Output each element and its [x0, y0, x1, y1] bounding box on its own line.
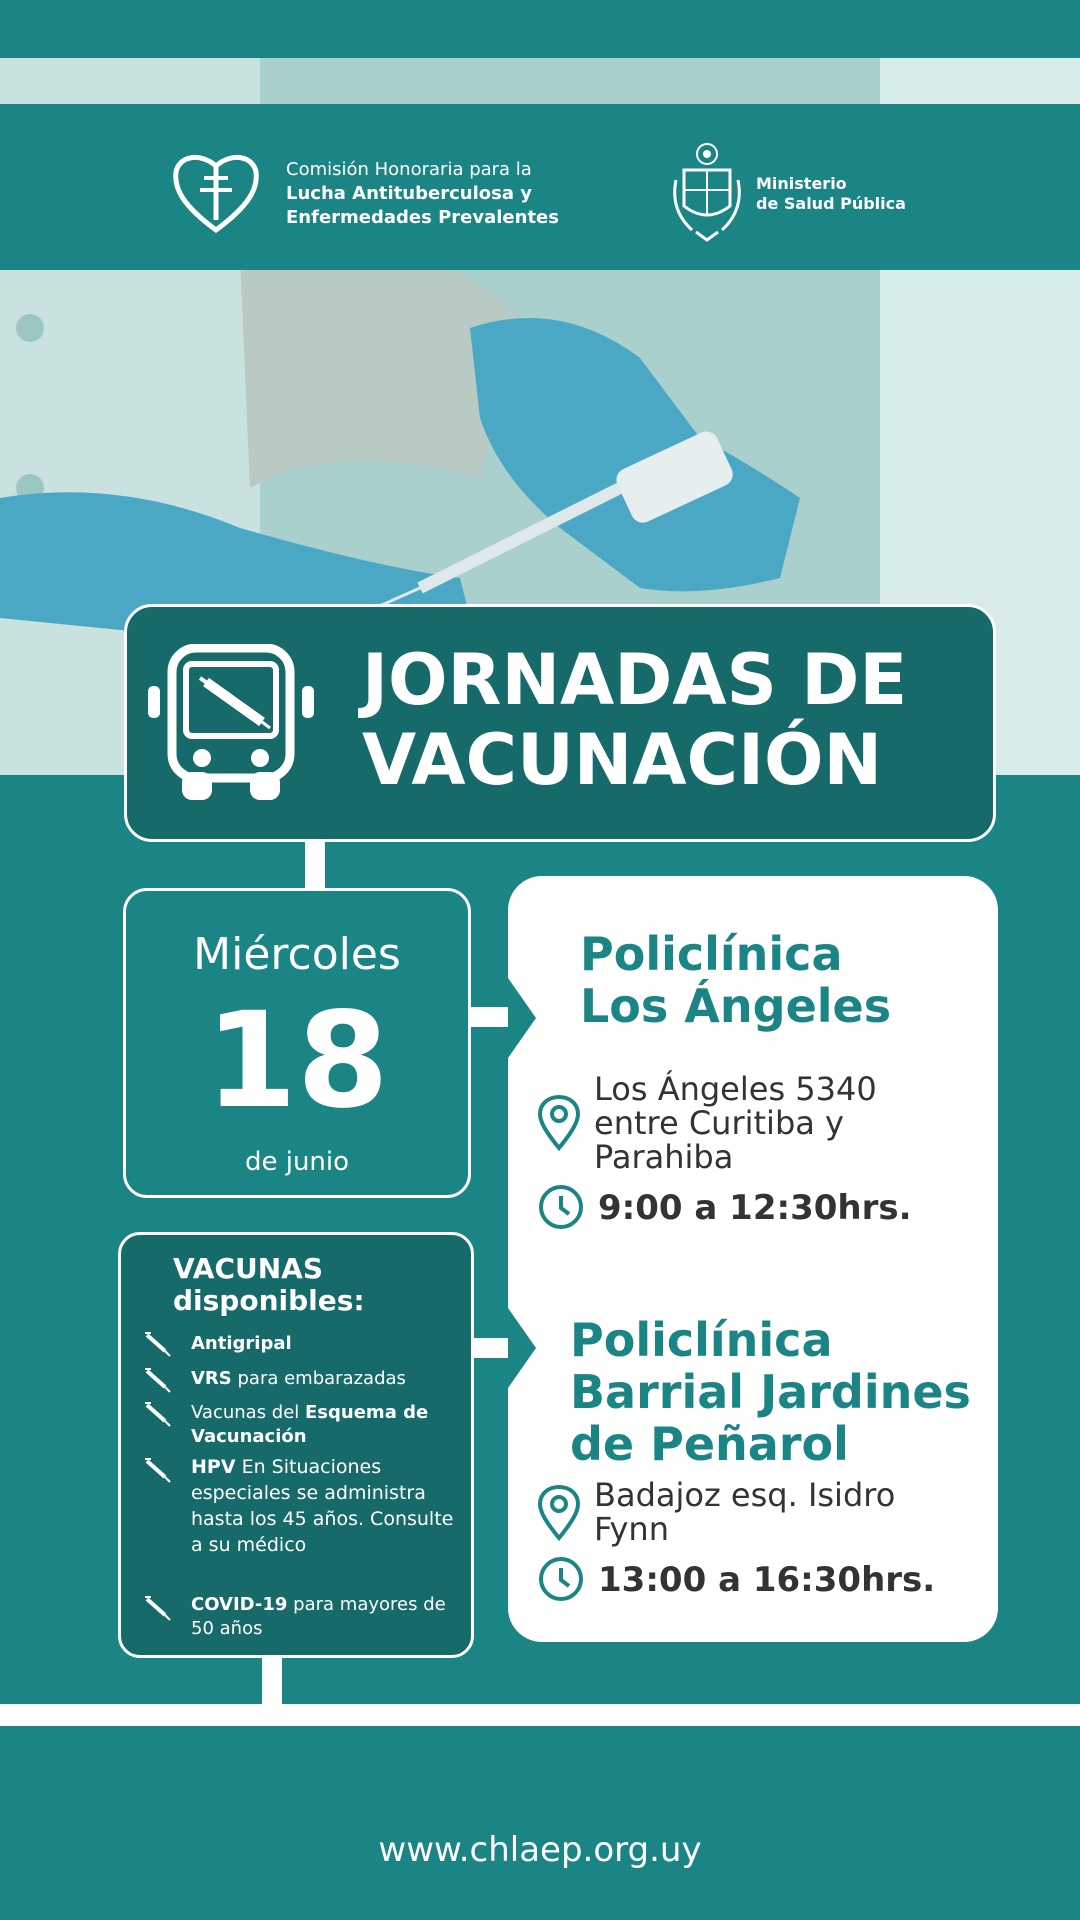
address-line: entre Curitiba y [594, 1104, 844, 1142]
chlaep-logo-text [286, 158, 576, 230]
clock-icon [538, 1556, 584, 1602]
chlaep-line1: Comisión Honoraria para la [286, 159, 532, 180]
location-1-time: 9:00 a 12:30hrs. [598, 1188, 912, 1228]
title-line2: VACUNACIÓN [362, 719, 883, 801]
vaccine-name: Esquema de Vacunación [191, 1402, 429, 1447]
chlaep-line2: Lucha Antituberculosa y [286, 183, 532, 204]
syringe-icon [143, 1455, 171, 1483]
address-line: Los Ángeles 5340 [594, 1070, 877, 1108]
date-weekday: Miércoles [193, 929, 401, 980]
address-line: Parahiba [594, 1138, 734, 1176]
vaccine-name: COVID-19 [191, 1594, 288, 1615]
chlaep-line3: Enfermedades Prevalentes [286, 207, 559, 228]
location-2-name [570, 1314, 990, 1470]
vaccine-prefix: Vacunas del [191, 1402, 306, 1423]
date-day-number: 18 [205, 984, 389, 1138]
syringe-icon [143, 1365, 171, 1393]
vaccine-item [191, 1454, 461, 1558]
location-name-line: Barrial Jardines [570, 1365, 971, 1419]
notch-arrow [508, 1308, 536, 1388]
page-title [362, 640, 962, 800]
footer-divider [0, 1704, 1080, 1726]
location-name-line: Policlínica [570, 1313, 833, 1367]
chlaep-heart-logo [172, 150, 260, 234]
vaccine-item [191, 1332, 461, 1356]
location-name-line: Policlínica [580, 927, 843, 981]
msp-logo-text [756, 174, 946, 214]
vaccines-title-line1: VACUNAS [173, 1252, 323, 1285]
clock-icon [538, 1184, 584, 1230]
location-name-line: Los Ángeles [580, 979, 892, 1033]
top-strip [0, 0, 1080, 58]
vaccine-detail: para embarazadas [231, 1368, 406, 1389]
location-1-address [594, 1072, 994, 1174]
date-box [123, 888, 471, 1198]
vaccines-box [118, 1232, 474, 1658]
vaccination-bus-icon [146, 644, 316, 804]
syringe-icon [143, 1593, 171, 1621]
vaccine-item [191, 1367, 461, 1391]
date-month: de junio [244, 1147, 350, 1177]
msp-line1: Ministerio [756, 174, 847, 193]
vaccine-detail: para mayores de 50 años [191, 1594, 446, 1639]
footer [0, 1726, 1080, 1920]
connector-date-to-location [471, 1007, 511, 1027]
website-link[interactable]: www.chlaep.org.uy [378, 1830, 702, 1870]
location-pin-icon [536, 1094, 582, 1152]
vaccine-name: HPV [191, 1456, 236, 1478]
title-line1: JORNADAS DE [362, 639, 908, 721]
uruguay-coat-of-arms-logo [668, 140, 746, 244]
vaccine-item [191, 1593, 461, 1641]
vaccine-name: VRS [191, 1368, 232, 1389]
address-line: Badajoz esq. Isidro [594, 1476, 896, 1514]
connector-vaccines-to-location [474, 1338, 510, 1358]
syringe-icon [143, 1399, 171, 1427]
vaccine-name: Antigripal [191, 1333, 292, 1354]
msp-line2: de Salud Pública [756, 194, 906, 213]
location-2-time: 13:00 a 16:30hrs. [598, 1560, 936, 1600]
vaccines-title-line2: disponibles: [173, 1284, 365, 1317]
connector-vertical-top [305, 842, 325, 888]
location-pin-icon [536, 1484, 582, 1542]
vaccine-item [191, 1401, 461, 1449]
location-name-line: de Peñarol [570, 1417, 849, 1471]
vaccine-detail: En Situaciones especiales se administra hasta los 45 años. Consulte a su médico [191, 1456, 454, 1556]
notch-arrow [508, 978, 536, 1058]
connector-vertical-bottom [262, 1658, 282, 1704]
vaccines-title [173, 1253, 365, 1317]
syringe-icon [143, 1329, 171, 1357]
location-1-name [580, 928, 980, 1032]
location-2-address [594, 1478, 994, 1546]
address-line: Fynn [594, 1510, 669, 1548]
